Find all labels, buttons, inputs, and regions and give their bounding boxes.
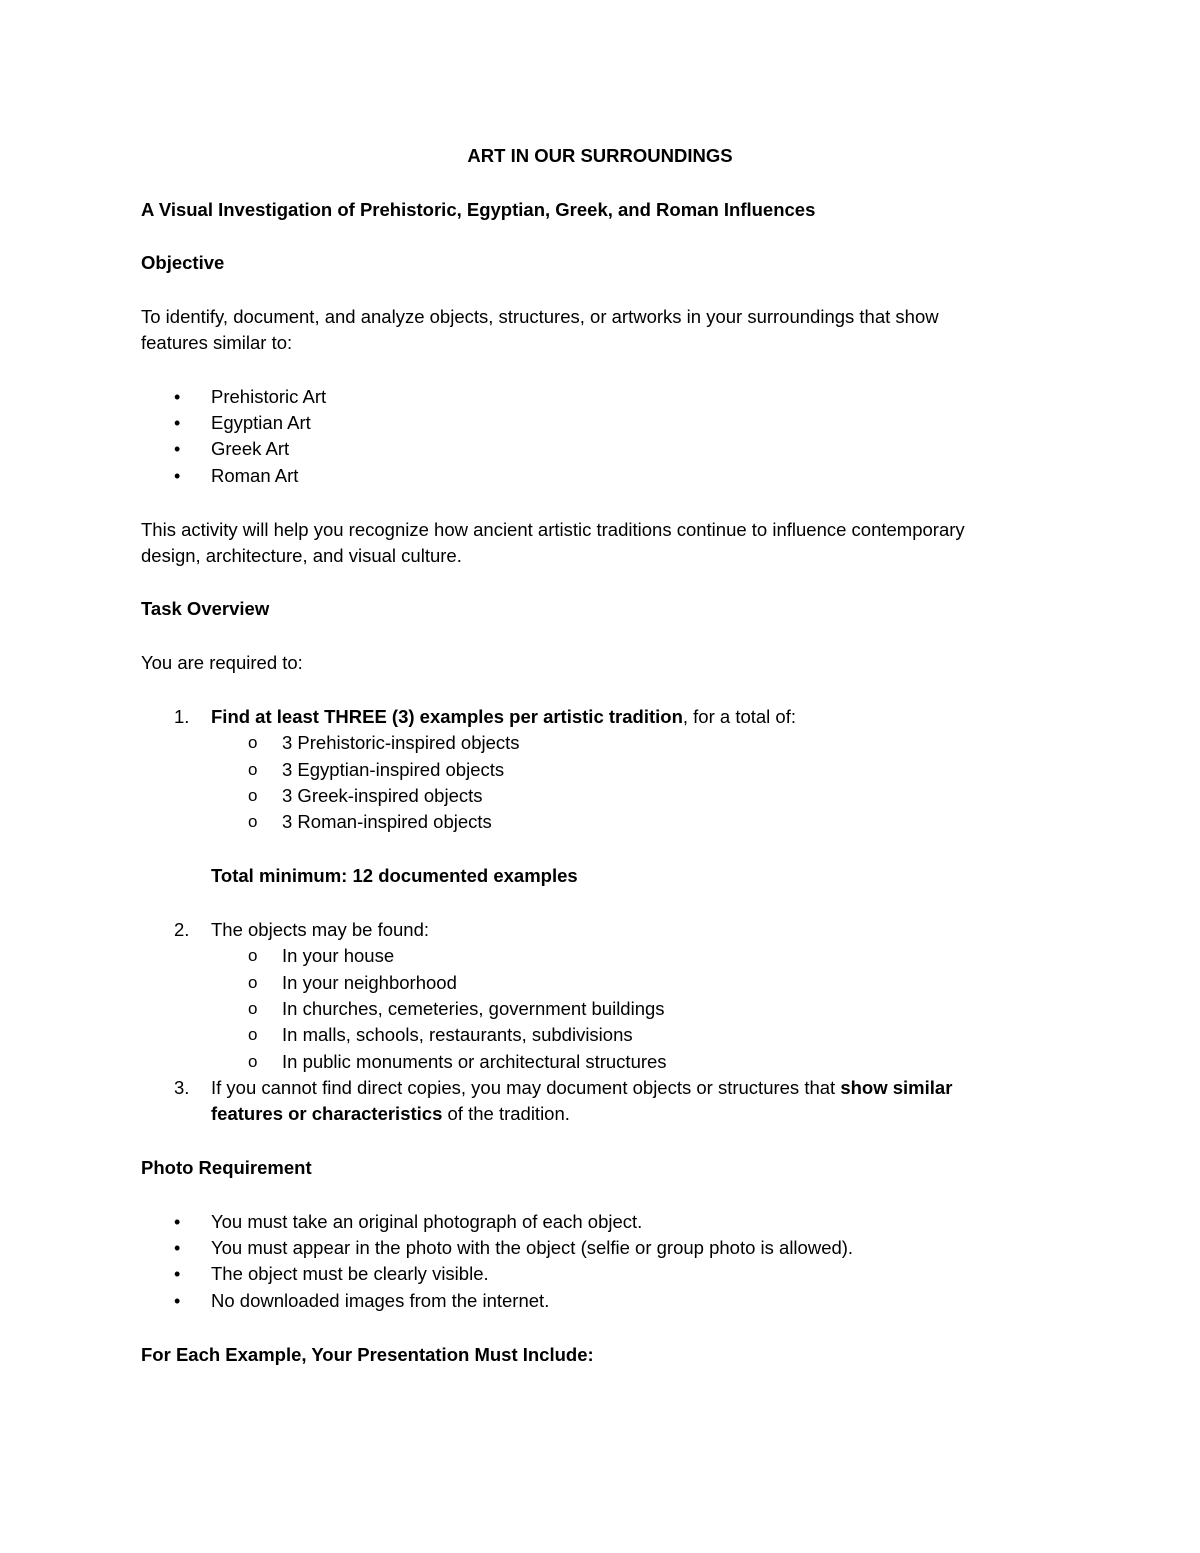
sub-bullet-marker: o: [248, 973, 258, 992]
step1-bold-text: Find at least THREE (3) examples per artistic tradition: [211, 706, 683, 727]
step2-text: The objects may be found:: [211, 919, 430, 940]
step-number: 3.: [174, 1077, 190, 1098]
list-item: 3 Prehistoric-inspired objects: [282, 732, 520, 753]
document-subtitle: A Visual Investigation of Prehistoric, Egyptian, Greek, and Roman Influences: [141, 199, 816, 220]
list-item: In public monuments or architectural structures: [282, 1051, 667, 1072]
step1-text: [211, 704, 796, 730]
sub-bullet-marker: o: [248, 999, 258, 1018]
list-item: You must appear in the photo with the object (selfie or group photo is allowed).: [211, 1237, 854, 1258]
bullet-marker: •: [174, 387, 181, 407]
list-item: No downloaded images from the internet.: [211, 1290, 550, 1311]
photo-requirement-heading: Photo Requirement: [141, 1157, 312, 1178]
total-minimum: Total minimum: 12 documented examples: [211, 865, 578, 886]
sub-bullet-marker: o: [248, 760, 258, 779]
list-item: Prehistoric Art: [211, 386, 327, 407]
step3-line1-text: If you cannot find direct copies, you may document objects or structures that: [211, 1077, 841, 1098]
bullet-marker: •: [174, 466, 181, 486]
sub-bullet-marker: o: [248, 1052, 258, 1071]
sub-bullet-marker: o: [248, 812, 258, 831]
list-item: In malls, schools, restaurants, subdivisions: [282, 1024, 633, 1045]
presentation-heading: For Each Example, Your Presentation Must Include:: [141, 1344, 594, 1365]
document-title: ART IN OUR SURROUNDINGS: [467, 145, 733, 166]
bullet-marker: •: [174, 1291, 181, 1311]
step3-line1-bold: show similar: [840, 1077, 953, 1098]
task-overview-heading: Task Overview: [141, 598, 270, 619]
list-item: 3 Egyptian-inspired objects: [282, 759, 505, 780]
list-item: Roman Art: [211, 465, 299, 486]
bullet-marker: •: [174, 1264, 181, 1284]
step3-line1: [211, 1075, 952, 1101]
list-item: 3 Greek-inspired objects: [282, 785, 483, 806]
list-item: In your neighborhood: [282, 972, 457, 993]
list-item: Greek Art: [211, 438, 290, 459]
objective-heading: Objective: [141, 252, 225, 273]
task-overview-intro: You are required to:: [141, 652, 303, 673]
step3-line2-bold: features or characteristics: [211, 1103, 443, 1124]
list-item: You must take an original photograph of each object.: [211, 1211, 643, 1232]
objective-intro-line2: features similar to:: [141, 332, 293, 353]
objective-closing-line1: This activity will help you recognize how ancient artistic traditions continue to influence contemporary: [141, 519, 965, 540]
step3-line2-text: of the tradition.: [442, 1103, 570, 1124]
list-item: In churches, cemeteries, government buildings: [282, 998, 665, 1019]
bullet-marker: •: [174, 413, 181, 433]
objective-intro-line1: To identify, document, and analyze objects, structures, or artworks in your surroundings that show: [141, 306, 939, 327]
bullet-marker: •: [174, 1238, 181, 1258]
step1-rest-text: , for a total of:: [682, 706, 796, 727]
step3-line2: [211, 1101, 570, 1127]
list-item: The object must be clearly visible.: [211, 1263, 489, 1284]
objective-closing-line2: design, architecture, and visual culture.: [141, 545, 462, 566]
sub-bullet-marker: o: [248, 733, 258, 752]
sub-bullet-marker: o: [248, 1025, 258, 1044]
step-number: 2.: [174, 919, 190, 940]
list-item: Egyptian Art: [211, 412, 311, 433]
list-item: 3 Roman-inspired objects: [282, 811, 492, 832]
sub-bullet-marker: o: [248, 786, 258, 805]
step-number: 1.: [174, 706, 190, 727]
bullet-marker: •: [174, 1212, 181, 1232]
list-item: In your house: [282, 945, 395, 966]
bullet-marker: •: [174, 439, 181, 459]
sub-bullet-marker: o: [248, 946, 258, 965]
